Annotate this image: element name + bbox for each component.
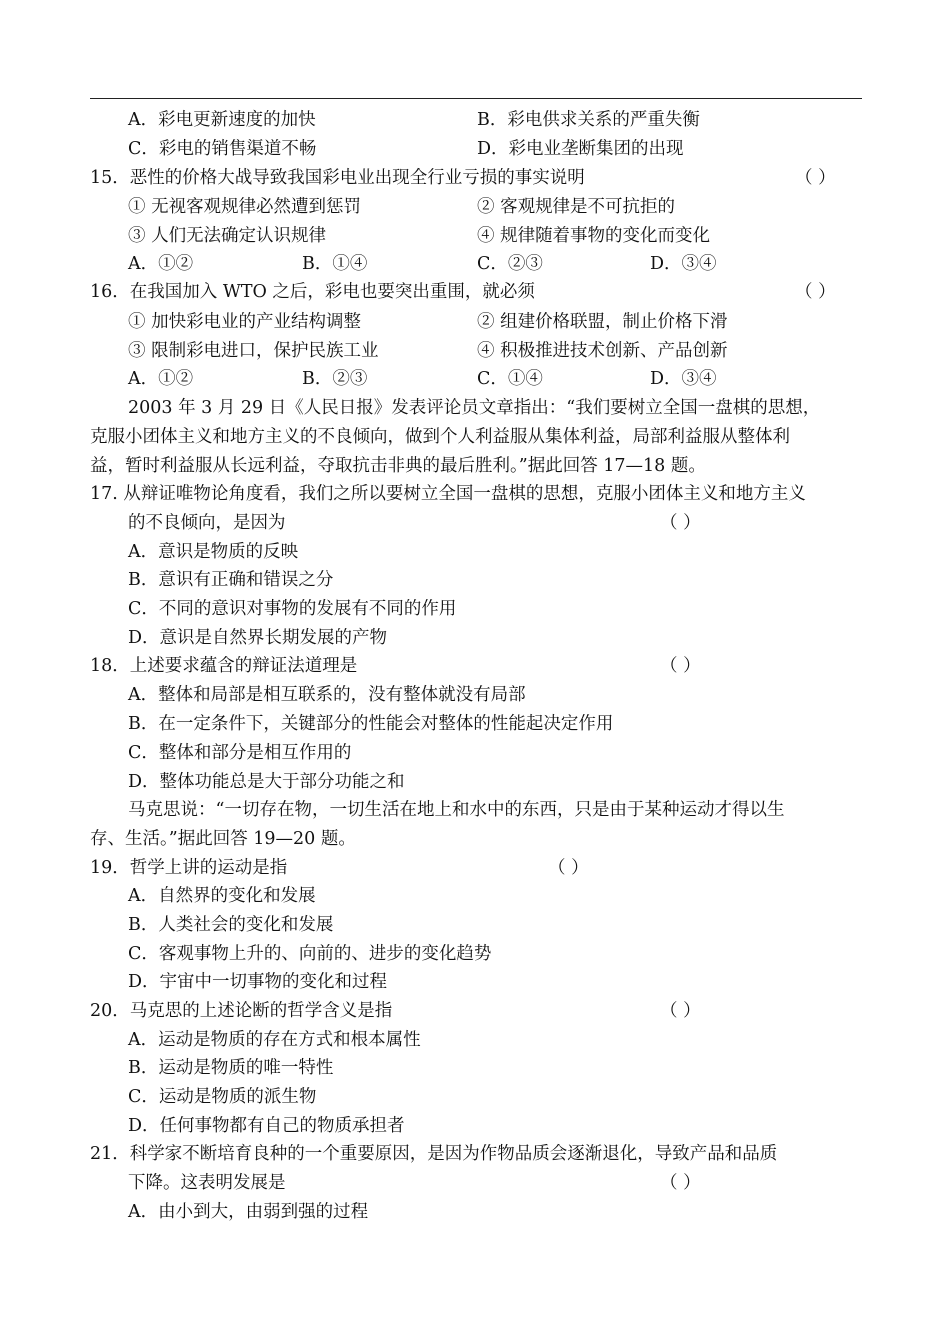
q18-option-a: A．整体和局部是相互联系的，没有整体就没有局部 <box>128 685 526 705</box>
q15-statement-1: ① 无视客观规律必然遭到惩罚 <box>128 197 362 217</box>
q16-option-d: D．③④ <box>650 369 717 389</box>
header-rule <box>90 98 862 99</box>
passage-1-line-1: 2003 年 3 月 29 日《人民日报》发表评论员文章指出：“我们要树立全国一盘棋的思想， <box>128 398 821 418</box>
q19-option-d: D．宇宙中一切事物的变化和过程 <box>128 972 388 992</box>
q21-stem-line-2: 下降。这表明发展是 <box>128 1173 286 1193</box>
q17-option-d: D．意识是自然界长期发展的产物 <box>128 628 388 648</box>
q15-option-b: B．①④ <box>302 254 368 274</box>
q14-option-a: A．彩电更新速度的加快 <box>128 110 316 130</box>
q16-option-c: C．①④ <box>477 369 543 389</box>
q16-statement-1: ① 加快彩电业的产业结构调整 <box>128 312 362 332</box>
q20-option-a: A．运动是物质的存在方式和根本属性 <box>128 1030 421 1050</box>
q15-statement-3: ③ 人们无法确定认识规律 <box>128 226 327 246</box>
passage-2-line-2: 存、生活。”据此回答 19—20 题。 <box>90 829 356 849</box>
q16-stem: 16．在我国加入 WTO 之后，彩电也要突出重围，就必须 <box>90 282 535 302</box>
q15-stem: 15．恶性的价格大战导致我国彩电业出现全行业亏损的事实说明 <box>90 168 585 188</box>
q17-stem-line-1: 17. 从辩证唯物论角度看，我们之所以要树立全国一盘棋的思想，克服小团体主义和地方主义 <box>90 484 806 504</box>
q18-option-c: C．整体和部分是相互作用的 <box>128 743 352 763</box>
q14-option-b: B．彩电供求关系的严重失衡 <box>477 110 700 130</box>
q20-stem: 20．马克思的上述论断的哲学含义是指 <box>90 1001 393 1021</box>
passage-2-line-1: 马克思说：“一切存在物，一切生活在地上和水中的东西，只是由于某种运动才得以生 <box>128 800 785 820</box>
q20-option-d: D．任何事物都有自己的物质承担者 <box>128 1116 405 1136</box>
q21-stem-line-1: 21．科学家不断培育良种的一个重要原因，是因为作物品质会逐渐退化，导致产品和品质 <box>90 1144 778 1164</box>
q16-statement-4: ④ 积极推进技术创新、产品创新 <box>477 341 728 361</box>
q15-option-a: A．①② <box>128 254 194 274</box>
q14-option-d: D．彩电业垄断集团的出现 <box>477 139 684 159</box>
q15-statement-2: ② 客观规律是不可抗拒的 <box>477 197 676 217</box>
q18-option-d: D．整体功能总是大于部分功能之和 <box>128 772 405 792</box>
q16-option-b: B．②③ <box>302 369 368 389</box>
q20-answer-bracket: （ ） <box>660 1001 701 1021</box>
q21-option-a: A．由小到大，由弱到强的过程 <box>128 1202 369 1222</box>
q16-answer-bracket: （ ） <box>795 282 836 302</box>
q15-option-d: D．③④ <box>650 254 717 274</box>
q16-option-a: A．①② <box>128 369 194 389</box>
q17-option-b: B．意识有正确和错误之分 <box>128 570 334 590</box>
q18-option-b: B．在一定条件下，关键部分的性能会对整体的性能起决定作用 <box>128 714 614 734</box>
q15-statement-4: ④ 规律随着事物的变化而变化 <box>477 226 711 246</box>
q21-answer-bracket: （ ） <box>660 1173 701 1193</box>
q19-option-a: A．自然界的变化和发展 <box>128 886 316 906</box>
q20-option-b: B．运动是物质的唯一特性 <box>128 1058 334 1078</box>
q14-option-c: C．彩电的销售渠道不畅 <box>128 139 317 159</box>
q17-answer-bracket: （ ） <box>660 513 701 533</box>
q15-option-c: C．②③ <box>477 254 543 274</box>
q16-statement-2: ② 组建价格联盟，制止价格下滑 <box>477 312 728 332</box>
q17-stem-line-2: 的不良倾向，是因为 <box>128 513 286 533</box>
q19-option-c: C．客观事物上升的、向前的、进步的变化趋势 <box>128 944 492 964</box>
q16-statement-3: ③ 限制彩电进口，保护民族工业 <box>128 341 379 361</box>
q17-option-c: C．不同的意识对事物的发展有不同的作用 <box>128 599 457 619</box>
q19-option-b: B．人类社会的变化和发展 <box>128 915 334 935</box>
q18-answer-bracket: （ ） <box>660 656 701 676</box>
passage-1-line-2: 克服小团体主义和地方主义的不良倾向，做到个人利益服从集体利益，局部利益服从整体利 <box>90 427 790 447</box>
q19-answer-bracket: （ ） <box>548 858 589 878</box>
q19-stem: 19．哲学上讲的运动是指 <box>90 858 288 878</box>
q20-option-c: C．运动是物质的派生物 <box>128 1087 317 1107</box>
passage-1-line-3: 益，暂时利益服从长远利益，夺取抗击非典的最后胜利。”据此回答 17—18 题。 <box>90 456 706 476</box>
q15-answer-bracket: （ ） <box>795 168 836 188</box>
q17-option-a: A．意识是物质的反映 <box>128 542 299 562</box>
q18-stem: 18．上述要求蕴含的辩证法道理是 <box>90 656 358 676</box>
